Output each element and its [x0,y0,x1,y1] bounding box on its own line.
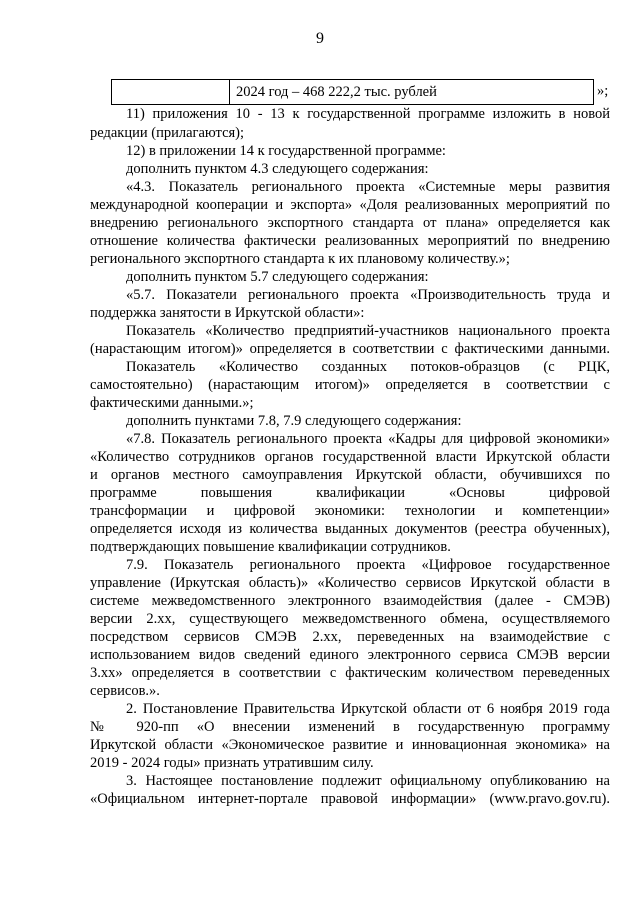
text-line: управление (Иркутская область)» «Количество сервисов Иркутской области в [90,575,610,591]
table-divider [229,80,230,104]
budget-table [111,79,594,105]
text-line: (нарастающим итогом)» определяется в соответствии с фактическими данными. [90,341,610,357]
text-line: 11) приложения 10 - 13 к государственной программе изложить в новой [126,106,610,122]
table-closing-quote: »; [597,83,609,99]
text-line: отношение количества фактически реализованных мероприятий по внедрению [90,233,610,249]
text-line: трансформации и цифровой экономики: технологии и компетенции» [90,503,610,519]
text-line: «5.7. Показатели регионального проекта «Производительность труда и [126,287,610,303]
text-line: «Количество сотрудников органов государственной власти Иркутской области [90,449,610,465]
text-line: «Официальном интернет-портале правовой информации» (www.pravo.gov.ru). [90,791,610,807]
text-line: Показатель «Количество предприятий-участников национального проекта [126,323,610,339]
text-line: Иркутской области «Экономическое развитие и инновационная экономика» на [90,737,610,753]
text-line: «4.3. Показатель регионального проекта «Системные меры развития [126,179,610,195]
text-line: самостоятельно) (нарастающим итогом)» определяется в соответствии с [90,377,610,393]
text-line: регионального экспортного стандарта к их плановому количеству.»; [90,251,510,267]
text-line: дополнить пунктом 4.3 следующего содержания: [126,161,429,177]
text-line: международной кооперации и экспорта» «Доля реализованных мероприятий по [90,197,610,213]
text-line: № 920-пп «О внесении изменений в государственную программу [90,719,610,735]
text-line: дополнить пунктом 5.7 следующего содержания: [126,269,429,285]
text-line: 2. Постановление Правительства Иркутской области от 6 ноября 2019 года [126,701,610,717]
text-line: 2019 - 2024 годы» признать утратившим силу. [90,755,374,771]
text-line: определяется исходя из количества выданных документов (реестра обученных), [90,521,610,537]
text-line: использованием видов сведений единого электронного сервиса СМЭВ версии [90,647,610,663]
text-line: поддержка занятости в Иркутской области»: [90,305,365,321]
text-line: «7.8. Показатель регионального проекта «Кадры для цифровой экономики» [126,431,610,447]
text-line: сервисов.». [90,683,160,699]
text-line: Показатель «Количество созданных потоков-образцов (с РЦК, [126,359,610,375]
text-line: системе межведомственного электронного взаимодействия (далее - СМЭВ) [90,593,610,609]
text-line: 7.9. Показатель регионального проекта «Цифровое государственное [126,557,610,573]
text-line: дополнить пунктами 7.8, 7.9 следующего содержания: [126,413,462,429]
text-line: посредством сервисов СМЭВ 2.хх, переведенных на взаимодействие с [90,629,610,645]
text-line: программе повышения квалификации «Основы цифровой [90,485,610,501]
text-line: и органов местного самоуправления Иркутской области, обучившихся по [90,467,610,483]
text-line: 12) в приложении 14 к государственной программе: [126,143,446,159]
text-line: фактическими данными.»; [90,395,254,411]
text-line: 3. Настоящее постановление подлежит официальному опубликованию на [126,773,610,789]
text-line: подтверждающих повышение квалификации сотрудников. [90,539,451,555]
text-line: версии 2.хх, существующего межведомственного обмена, осуществляемого [90,611,610,627]
page-number: 9 [316,30,324,47]
text-line: редакции (прилагаются); [90,125,245,141]
text-line: внедрению регионального экспортного стандарта от плана» определяется как [90,215,610,231]
table-cell: 2024 год – 468 222,2 тыс. рублей [236,84,437,100]
text-line: 3.хх» определяется в соответствии с фактическим количеством переведенных [90,665,610,681]
